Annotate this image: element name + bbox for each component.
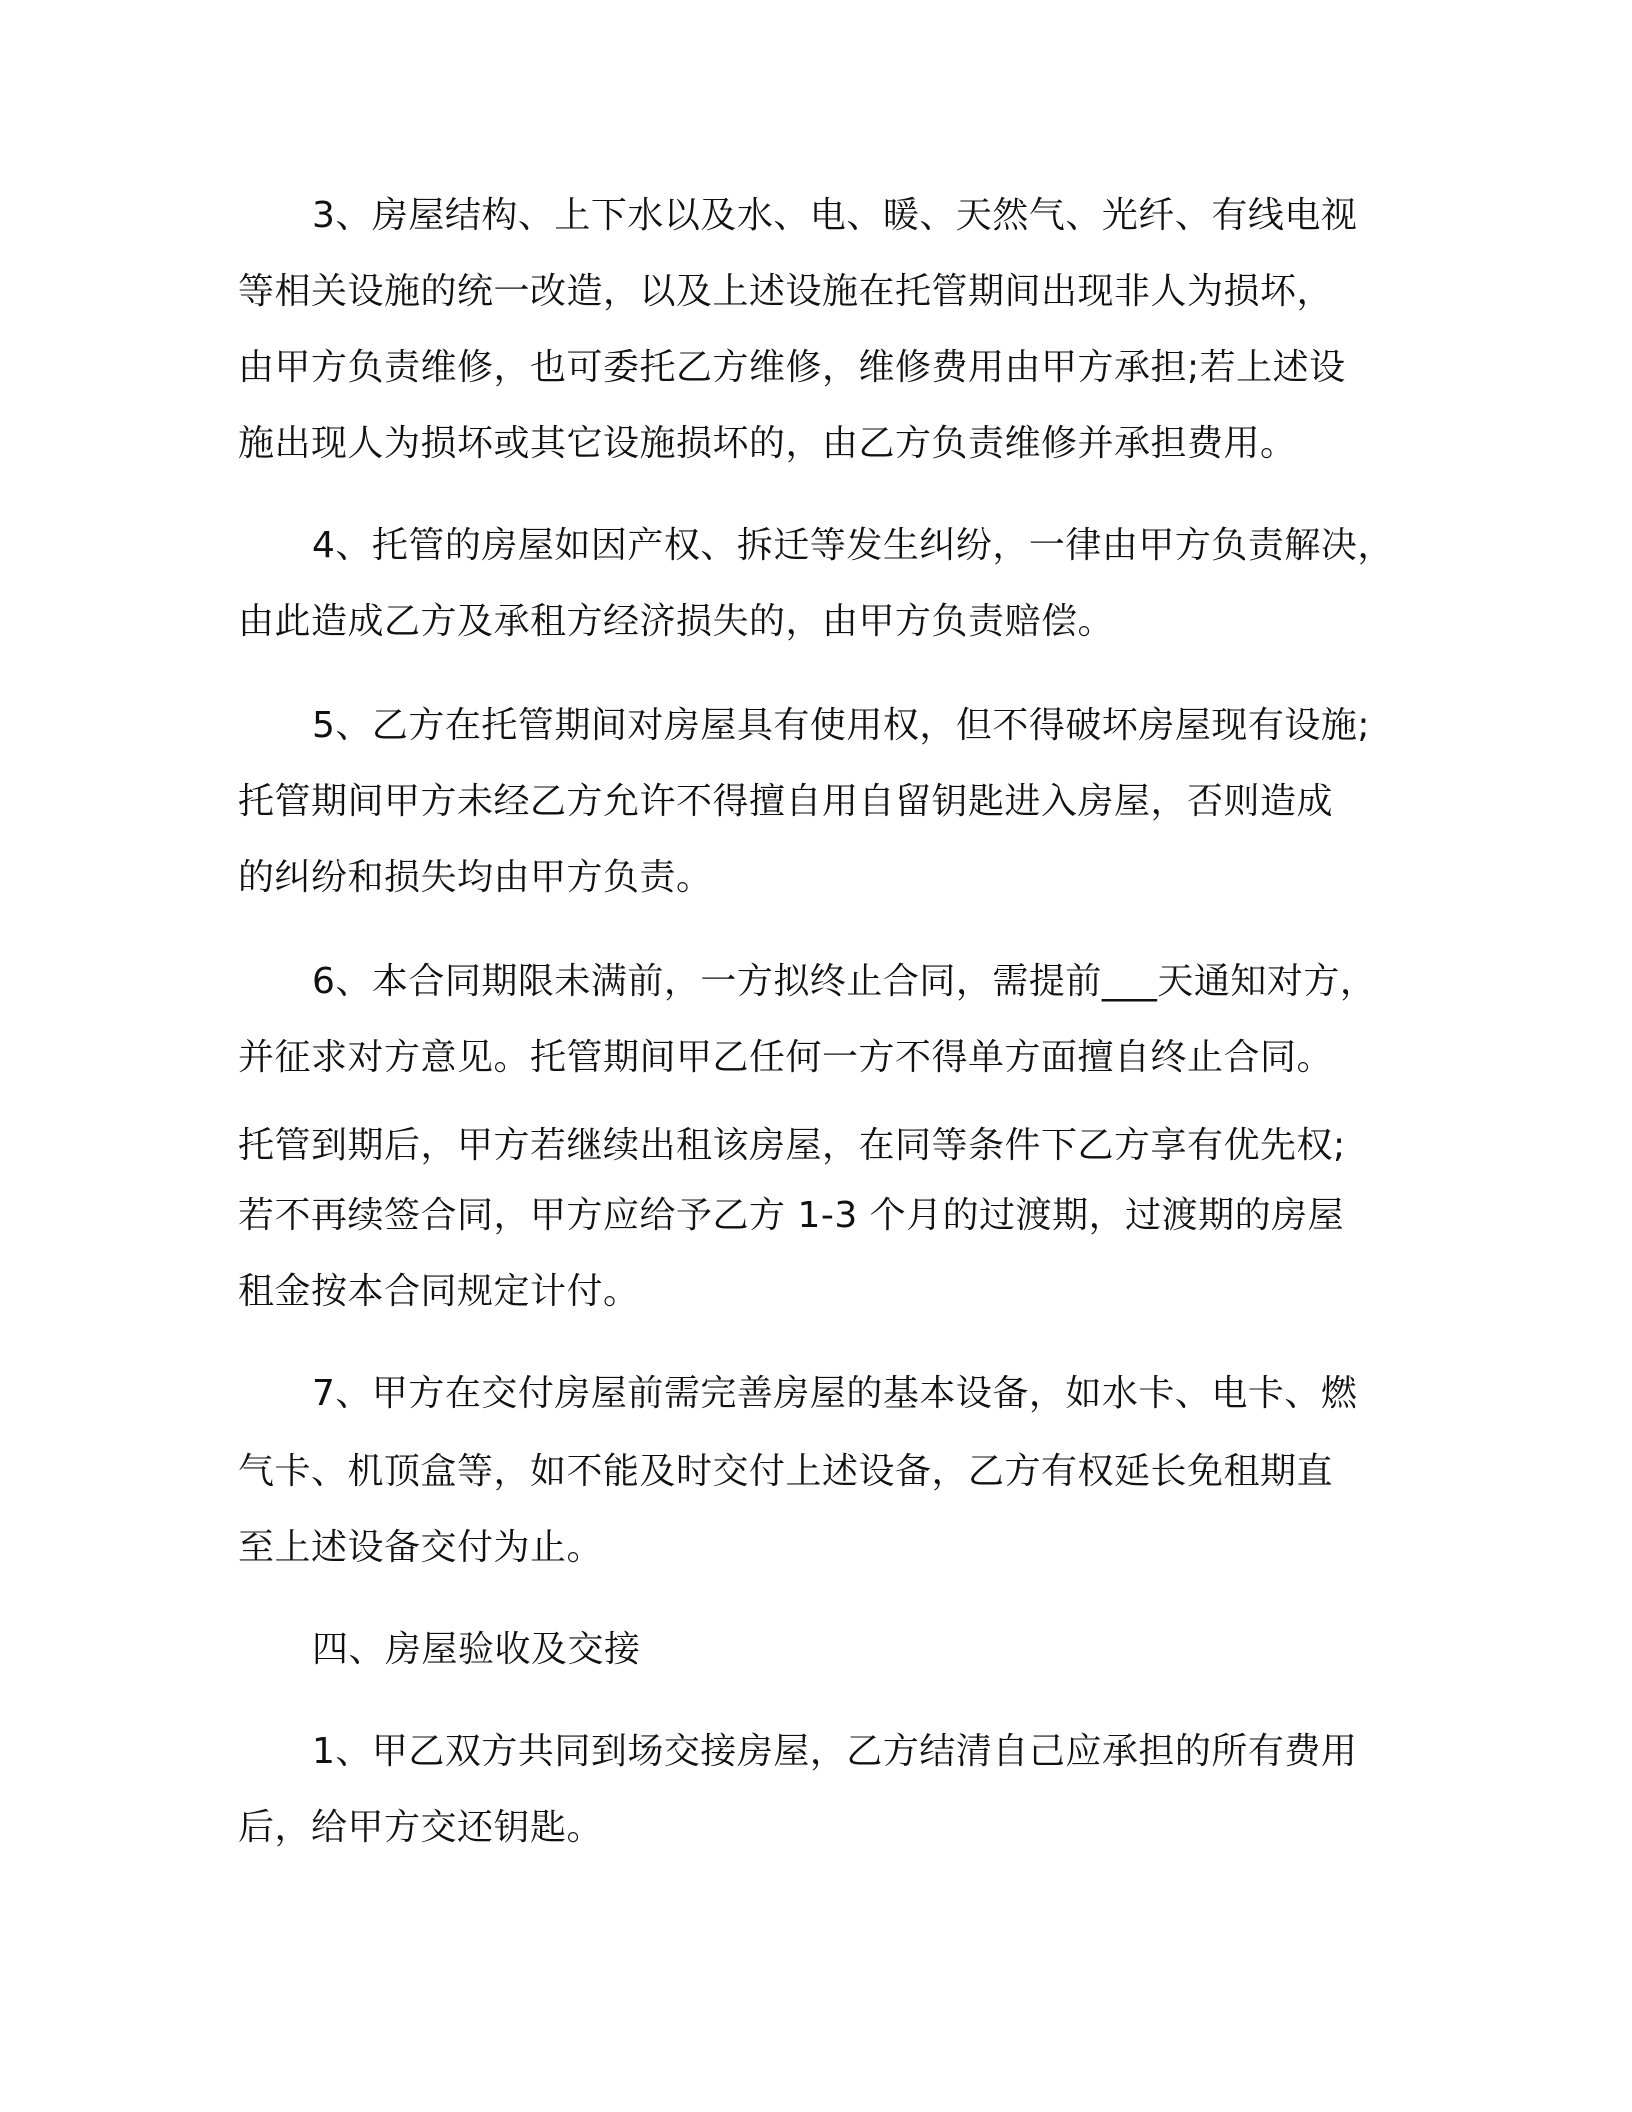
clause-3-line-1: 3、房屋结构、上下水以及水、电、暖、天然气、光纤、有线电视	[312, 195, 1358, 236]
clause-7-line-1: 7、甲方在交付房屋前需完善房屋的基本设备，如水卡、电卡、燃	[312, 1373, 1358, 1414]
clause-7-line-3: 至上述设备交付为止。	[238, 1527, 604, 1568]
clause-6-line-3: 托管到期后，甲方若继续出租该房屋，在同等条件下乙方享有优先权;	[238, 1125, 1346, 1166]
clause-7-line-2: 气卡、机顶盒等，如不能及时交付上述设备，乙方有权延长免租期直	[238, 1451, 1334, 1492]
clause-5-line-2: 托管期间甲方未经乙方允许不得擅自用自留钥匙进入房屋，否则造成	[238, 781, 1334, 822]
clause-6-line-5: 租金按本合同规定计付。	[238, 1271, 640, 1312]
section-heading: 四、房屋验收及交接	[312, 1629, 641, 1670]
clause-3-line-4: 施出现人为损坏或其它设施损坏的，由乙方负责维修并承担费用。	[238, 423, 1297, 464]
clause-4-line-1: 4、托管的房屋如因产权、拆迁等发生纠纷，一律由甲方负责解决，	[312, 525, 1394, 566]
clause-6-line-4: 若不再续签合同，甲方应给予乙方 1-3 个月的过渡期，过渡期的房屋	[238, 1195, 1345, 1236]
clause-3-line-2: 等相关设施的统一改造，以及上述设施在托管期间出现非人为损坏，	[238, 271, 1334, 312]
handover-clause-1-line-1: 1、甲乙双方共同到场交接房屋，乙方结清自己应承担的所有费用	[312, 1731, 1358, 1772]
clause-4-line-2: 由此造成乙方及承租方经济损失的，由甲方负责赔偿。	[238, 601, 1115, 642]
handover-clause-1-line-2: 后，给甲方交还钥匙。	[238, 1807, 604, 1848]
clause-5-line-1: 5、乙方在托管期间对房屋具有使用权，但不得破坏房屋现有设施;	[312, 705, 1371, 746]
clause-3-line-3: 由甲方负责维修，也可委托乙方维修，维修费用由甲方承担;若上述设	[238, 347, 1346, 388]
clause-5-line-3: 的纠纷和损失均由甲方负责。	[238, 857, 713, 898]
clause-6-line-1: 6、本合同期限未满前，一方拟终止合同，需提前___天通知对方，	[312, 961, 1377, 1002]
clause-6-line-2: 并征求对方意见。托管期间甲乙任何一方不得单方面擅自终止合同。	[238, 1037, 1334, 1078]
